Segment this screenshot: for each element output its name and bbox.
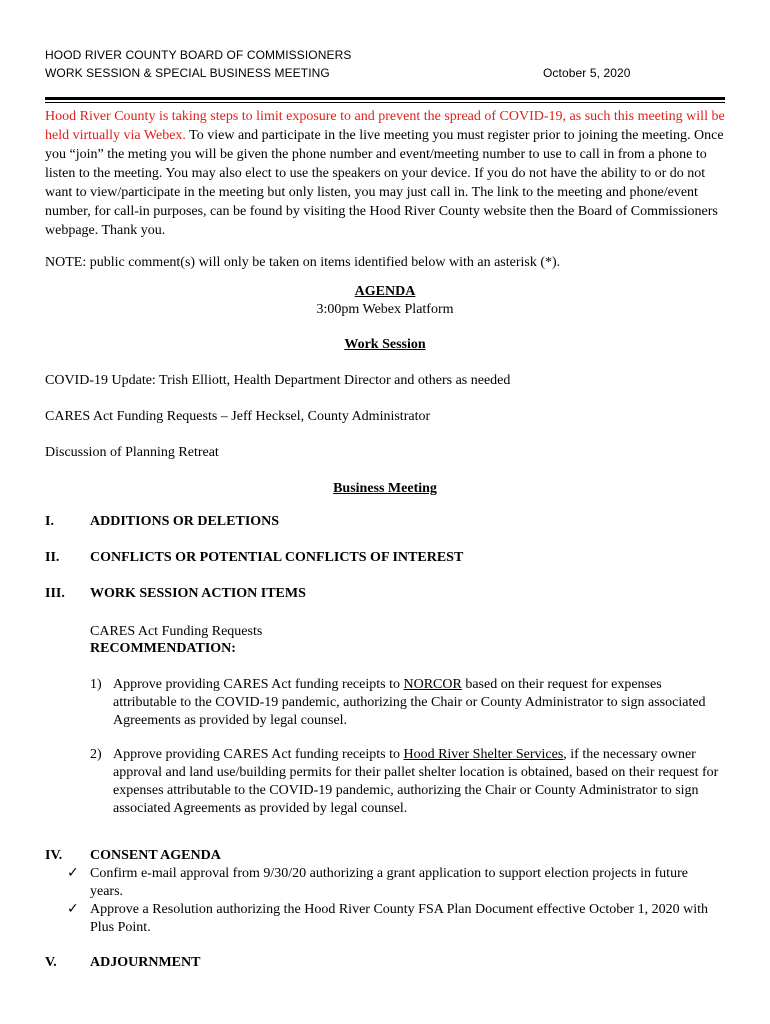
work-session-item: CARES Act Funding Requests – Jeff Hecksel, County Administrator: [45, 409, 431, 424]
section-number: II.: [45, 550, 60, 565]
business-meeting-title: Business Meeting: [333, 481, 437, 496]
action-item-recipient: NORCOR: [403, 677, 462, 692]
section-title: ADJOURNMENT: [90, 955, 201, 970]
header-meeting-type: WORK SESSION & SPECIAL BUSINESS MEETING: [45, 66, 330, 80]
consent-item: Confirm e-mail approval from 9/30/20 authorizing a grant application to support election projects in future years.: [90, 866, 688, 899]
section-number: III.: [45, 586, 65, 601]
work-session-item: COVID-19 Update: Trish Elliott, Health Department Director and others as needed: [45, 373, 511, 388]
consent-item: Approve a Resolution authorizing the Hood River County FSA Plan Document effective October 1, 2020 with Plus Point.: [90, 902, 708, 935]
section-title: WORK SESSION ACTION ITEMS: [90, 586, 306, 601]
check-icon: ✓: [67, 901, 79, 917]
action-item-text: based on their request for expenses attributable to the COVID-19 pandemic, authorizing the Chair or County Administrator to sign associated Agreements as provided by legal counsel.: [113, 677, 706, 728]
recommendation-label: RECOMMENDATION:: [90, 641, 236, 656]
work-session-item: Discussion of Planning Retreat: [45, 445, 219, 460]
covid-notice-instructions: To view and participate in the live meeting you must register prior to joining the meeting. Once you “join” the meting you will be given the phone number and event/meeting number to use to call in from a phone to listen to the meeting. You may also elect to use the speakers on your device. If you do not have the ability to or do not want to view/participate in the meeting but only listen, you may just call in. The link to the meeting and phone/event number, for call-in purposes, can be found by visiting the Hood River County website then the Board of Commissioners webpage. Thank you.: [45, 128, 724, 238]
section-number: IV.: [45, 848, 63, 863]
public-comment-note: NOTE: public comment(s) will only be taken on items identified below with an asterisk (*).: [45, 255, 561, 270]
action-item-text: , if the necessary owner approval and land use/building permits for their pallet shelter location is obtained, based on their request for expenses attributable to the COVID-19 pandemic, authorizing the Chair or County Administrator to sign associated Agreements as provided by legal counsel.: [113, 747, 719, 816]
action-items-subtitle: CARES Act Funding Requests: [90, 624, 263, 639]
action-item-text: Approve providing CARES Act funding receipts to: [113, 747, 404, 762]
header-date: October 5, 2020: [543, 66, 631, 80]
action-item-text: Approve providing CARES Act funding receipts to: [113, 677, 404, 692]
action-item: [113, 676, 723, 730]
work-session-title: Work Session: [344, 337, 426, 352]
action-item-recipient: Hood River Shelter Services: [403, 747, 564, 762]
section-title: CONFLICTS OR POTENTIAL CONFLICTS OF INTEREST: [90, 550, 464, 565]
section-title: ADDITIONS OR DELETIONS: [90, 514, 280, 529]
header-org: HOOD RIVER COUNTY BOARD OF COMMISSIONERS: [45, 48, 352, 62]
covid-notice: [45, 107, 727, 240]
covid-notice-red: Hood River County is taking steps to limit exposure to and prevent the spread of COVID-19, as such this meeting will be held virtually via Webex.: [45, 109, 725, 143]
header-divider-thin: [45, 102, 725, 103]
action-item: [113, 746, 723, 818]
header-divider: [45, 97, 725, 100]
agenda-title: AGENDA: [354, 284, 416, 299]
check-icon: ✓: [67, 865, 79, 881]
section-number: I.: [45, 514, 54, 529]
action-item-number: 2): [90, 747, 102, 762]
action-item-number: 1): [90, 677, 102, 692]
agenda-time: 3:00pm Webex Platform: [316, 302, 454, 317]
section-title: CONSENT AGENDA: [90, 848, 221, 863]
section-number: V.: [45, 955, 57, 970]
